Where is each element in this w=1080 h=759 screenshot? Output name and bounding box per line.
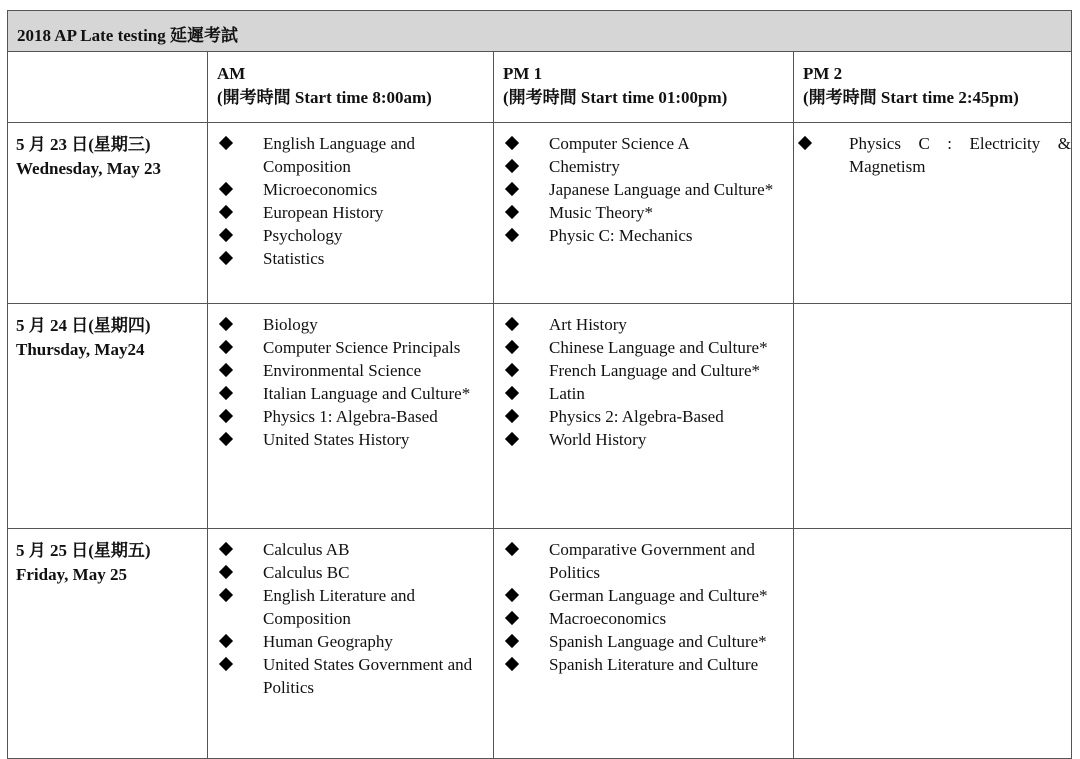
list-item [794, 132, 1071, 178]
subject-list [494, 529, 793, 676]
subject-name: Computer Science Principals [263, 338, 461, 357]
subject-name: Art History [549, 315, 627, 334]
subject-list [794, 529, 1071, 538]
list-item [494, 584, 793, 607]
diamond-bullet-icon [219, 588, 233, 602]
subject-list [794, 304, 1071, 313]
header-pm2-time: (開考時間 Start time 2:45pm) [803, 88, 1019, 107]
diamond-bullet-icon [219, 657, 233, 671]
subject-name: Calculus BC [263, 563, 350, 582]
subject-name: Macroeconomics [549, 609, 667, 628]
diamond-bullet-icon [505, 611, 519, 625]
diamond-bullet-icon [219, 251, 233, 265]
list-item [208, 584, 493, 630]
list-item [208, 132, 493, 178]
date-cell [8, 304, 208, 529]
diamond-bullet-icon [505, 228, 519, 242]
diamond-bullet-icon [505, 409, 519, 423]
table-title: 2018 AP Late testing 延遲考試 [8, 11, 1072, 52]
subject-name: Comparative Government and Politics [549, 540, 755, 582]
subject-list [794, 123, 1071, 178]
diamond-bullet-icon [505, 340, 519, 354]
table-row [8, 304, 1072, 529]
subject-name: European History [263, 203, 384, 222]
subject-name: Chinese Language and Culture* [549, 338, 768, 357]
subject-name: Physics C : Electricity & Magnetism [849, 134, 1071, 176]
header-am [208, 52, 494, 123]
list-item [494, 653, 793, 676]
subject-name: English Literature and Composition [263, 586, 416, 628]
date-english: Wednesday, May 23 [16, 159, 161, 178]
diamond-bullet-icon [505, 159, 519, 173]
subject-name: World History [549, 430, 647, 449]
subject-list [494, 304, 793, 451]
list-item [208, 336, 493, 359]
list-item [494, 607, 793, 630]
diamond-bullet-icon [505, 182, 519, 196]
diamond-bullet-icon [219, 386, 233, 400]
diamond-bullet-icon [219, 228, 233, 242]
diamond-bullet-icon [505, 136, 519, 150]
table-row [8, 123, 1072, 304]
list-item [494, 178, 793, 201]
subject-name: Spanish Language and Culture* [549, 632, 767, 651]
list-item [208, 405, 493, 428]
session-cell-am [208, 529, 494, 759]
header-am-time: (開考時間 Start time 8:00am) [217, 88, 432, 107]
diamond-bullet-icon [505, 432, 519, 446]
list-item [208, 561, 493, 584]
list-item [494, 313, 793, 336]
title-row [8, 11, 1072, 52]
list-item [494, 382, 793, 405]
diamond-bullet-icon [219, 363, 233, 377]
list-item [208, 653, 493, 699]
subject-name: Physic C: Mechanics [549, 226, 693, 245]
list-item [208, 178, 493, 201]
schedule-body [8, 123, 1072, 759]
header-pm1 [494, 52, 794, 123]
subject-name: Spanish Literature and Culture [549, 655, 759, 674]
list-item [494, 405, 793, 428]
header-pm2-label: PM 2 [803, 64, 843, 83]
diamond-bullet-icon [219, 634, 233, 648]
header-pm1-time: (開考時間 Start time 01:00pm) [503, 88, 728, 107]
session-cell-pm2 [794, 304, 1072, 529]
diamond-bullet-icon [219, 565, 233, 579]
date-cell [8, 123, 208, 304]
subject-name: Calculus AB [263, 540, 350, 559]
schedule-sheet [7, 10, 1071, 759]
diamond-bullet-icon [505, 317, 519, 331]
diamond-bullet-icon [505, 588, 519, 602]
subject-name: United States Government and Politics [263, 655, 473, 697]
subject-name: English Language and Composition [263, 134, 416, 176]
subject-name: German Language and Culture* [549, 586, 768, 605]
session-cell-am [208, 304, 494, 529]
list-item [494, 336, 793, 359]
date-chinese: 5 月 24 日(星期四) [16, 316, 151, 335]
list-item [494, 630, 793, 653]
subject-list [208, 123, 493, 270]
subject-name: Japanese Language and Culture* [549, 180, 774, 199]
date-english: Friday, May 25 [16, 565, 127, 584]
session-cell-pm1 [494, 123, 794, 304]
subject-name: Physics 1: Algebra-Based [263, 407, 438, 426]
subject-name: Human Geography [263, 632, 393, 651]
header-am-label: AM [217, 64, 246, 83]
list-item [494, 132, 793, 155]
list-item [494, 155, 793, 178]
list-item [494, 359, 793, 382]
date-english: Thursday, May24 [16, 340, 145, 359]
header-empty-cell [8, 52, 208, 123]
subject-name: Microeconomics [263, 180, 378, 199]
diamond-bullet-icon [219, 340, 233, 354]
list-item [208, 359, 493, 382]
session-cell-am [208, 123, 494, 304]
list-item [208, 538, 493, 561]
session-cell-pm1 [494, 304, 794, 529]
table-row [8, 529, 1072, 759]
list-item [208, 201, 493, 224]
list-item [494, 201, 793, 224]
list-item [208, 630, 493, 653]
subject-name: Psychology [263, 226, 343, 245]
subject-name: Statistics [263, 249, 325, 268]
subject-list [208, 304, 493, 451]
subject-name: Environmental Science [263, 361, 422, 380]
subject-name: Italian Language and Culture* [263, 384, 471, 403]
date-chinese: 5 月 25 日(星期五) [16, 541, 151, 560]
diamond-bullet-icon [505, 386, 519, 400]
diamond-bullet-icon [219, 409, 233, 423]
diamond-bullet-icon [505, 205, 519, 219]
diamond-bullet-icon [219, 182, 233, 196]
list-item [208, 247, 493, 270]
subject-name: Chemistry [549, 157, 620, 176]
diamond-bullet-icon [219, 542, 233, 556]
diamond-bullet-icon [505, 363, 519, 377]
subject-list [208, 529, 493, 699]
list-item [494, 224, 793, 247]
date-chinese: 5 月 23 日(星期三) [16, 135, 151, 154]
header-pm1-label: PM 1 [503, 64, 543, 83]
list-item [208, 313, 493, 336]
subject-name: French Language and Culture* [549, 361, 761, 380]
subject-name: United States History [263, 430, 410, 449]
subject-name: Music Theory* [549, 203, 654, 222]
subject-list [494, 123, 793, 247]
list-item [494, 428, 793, 451]
date-cell [8, 529, 208, 759]
schedule-table [7, 10, 1072, 759]
diamond-bullet-icon [219, 136, 233, 150]
subject-name: Computer Science A [549, 134, 690, 153]
session-cell-pm2 [794, 529, 1072, 759]
subject-name: Physics 2: Algebra-Based [549, 407, 724, 426]
subject-name: Latin [549, 384, 585, 403]
session-cell-pm2 [794, 123, 1072, 304]
list-item [494, 538, 793, 584]
diamond-bullet-icon [505, 634, 519, 648]
list-item [208, 382, 493, 405]
header-row [8, 52, 1072, 123]
header-pm2 [794, 52, 1072, 123]
list-item [208, 428, 493, 451]
diamond-bullet-icon [219, 205, 233, 219]
diamond-bullet-icon [505, 542, 519, 556]
diamond-bullet-icon [219, 432, 233, 446]
subject-name: Biology [263, 315, 318, 334]
diamond-bullet-icon [798, 136, 812, 150]
diamond-bullet-icon [505, 657, 519, 671]
list-item [208, 224, 493, 247]
diamond-bullet-icon [219, 317, 233, 331]
session-cell-pm1 [494, 529, 794, 759]
